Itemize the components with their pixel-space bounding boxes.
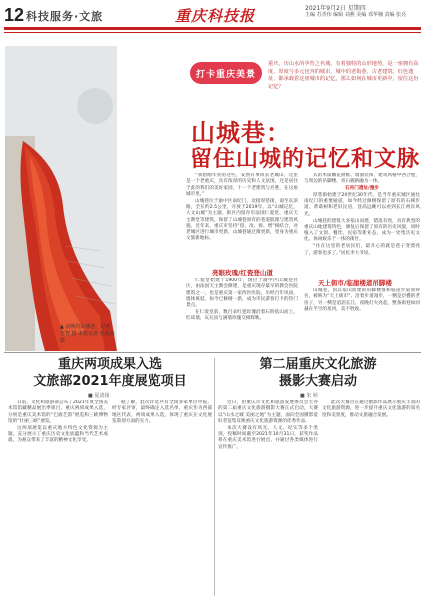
photo-caption: ▲ 夜晚的山城巷。记者 王智 摄 本报记者 张亮亮 摄: [60, 324, 115, 344]
paragraph: 这两项展览以重庆地方特色文化资源为主题，充分展示了重庆历史文化底蕴和当代艺术成就，为观众带来了丰富的精神文化享受。: [8, 425, 108, 444]
paragraph: 据了解，此次评选共有全国多家单位申报，经专家评审，最终确定入选名单，重庆作为西部地区代表，两项成果入选，体现了重庆在文化展览策划方面的实力。: [112, 400, 212, 424]
headline-line2: 留住山城的记忆和文脉: [190, 147, 421, 172]
header-rule: [4, 27, 421, 30]
paragraph: 本次大赛设有风光、人文、纪实等多个类别，投稿时间截至2021年10月31日，获奖作品将在重庆美术馆进行展出，并通过各类媒体进行宣传推广。: [218, 425, 318, 450]
header-rule-thin: [4, 32, 421, 33]
feature-photo: [5, 46, 117, 351]
bottom-left-column-2: [112, 400, 212, 596]
rose-stairway-illustration: [5, 46, 117, 351]
article-intro: 重庆，历山水所孕育之名城，有着独特的山形地势，是一座拥有高度、厚度与多元包容的城市，城中的老街巷、古老建筑、红色遗址，都承载着这座城市的记忆，那么如何在城市更新中，留住这份记忆？: [268, 61, 419, 90]
paragraph: 山城巷的建筑大多依山而建，错落有致，具有典型的重庆山地建筑特色，修复后保留了原有的历史风貌，同时植入了文创、餐饮、民宿等新业态，成为一处集历史文化、休闲娱乐于一体的街区。: [304, 218, 420, 243]
paragraph: 厚慈街始建于20世纪30年代，是当年重庆城区通往南纪门的重要通道，如今经过修缮保留了原有的石梯步道、黄葛树和老旧民居，登高远眺可以看到长江两岸风光。: [304, 192, 420, 217]
article-column-1: [186, 173, 298, 265]
column-tag: [190, 62, 262, 86]
subhead-1: 亮眼玫瑰/红瓷登山道: [212, 269, 273, 277]
issue-date: 2021年9月2日 星期四: [305, 5, 366, 12]
section-divider: [4, 352, 421, 353]
paragraph: 此次大赛旨在通过摄影作品展示重庆丰富的文化旅游资源，进一步提升重庆文化旅游的知名度和美誉度，推动文旅融合发展。: [322, 400, 420, 418]
bottom-right-column-1: [218, 400, 318, 596]
paragraph: “我想刚毕业的这些，安然有事回去老城山，这里是一个老重庆，具有浓厚的历史和人文氛围，还是居住于此的我们的美好家园，十一个老建筑与名胜，在这座城市里。”: [186, 173, 298, 197]
paragraph: 石肖门遗址/漫步: [345, 186, 379, 192]
bottom-right-column-2: [322, 400, 420, 596]
bottom-right-title-line1: 第二届重庆文化旅游: [259, 357, 377, 372]
bottom-left-author: ■ 夏清扬: [88, 393, 110, 399]
editor-credits: 主编 苏青伟 编辑 刘燕 美编 邓华楠 责编 张亮: [305, 12, 407, 18]
bottom-left-title-line2: 文旅部2021年度展览项目: [33, 374, 187, 389]
bottom-left-title-line1: 重庆两项成果入选: [57, 357, 162, 372]
column-tag-label: 打卡重庆美景: [196, 70, 257, 80]
article-column-2: [304, 173, 420, 275]
page-number: 12: [4, 5, 25, 25]
paragraph: 式的木质雕花窗框、墙面装饰，建筑风格中西合璧，与周边的吊脚楼、青石板路融为一体。: [304, 173, 420, 185]
paragraph: 日前，文化和旅游部公布了2021年度全国美术馆馆藏精品展出季项目，重庆两项成果入选，分别是重庆美术馆的“巴渝艺韵”展览和三峡博物馆的“壮丽三峡”展览。: [8, 400, 108, 424]
paragraph: 在仁爱堂前，数百朵红瓷玫瑰沿着石阶依山而上，红砖墙、灰瓦顶与满墙玫瑰交相辉映。: [186, 309, 298, 322]
paragraph: “住在这里的老居民们，最开心的就是巷子变漂亮了，游客也多了。”居民李大爷说。: [304, 244, 420, 256]
bottom-column-divider: [214, 358, 215, 596]
article-column-1b: [186, 278, 298, 346]
newspaper-name: 重庆科技报: [175, 7, 256, 25]
section-title: 科技服务·文旅: [26, 10, 104, 23]
paragraph: 山城巷，因其依山而建的吊脚楼群和临崖步道而得名，被称为“天上街市”。沿着步道漫步，一侧是层叠的老房子，另一侧是滔滔长江，夜晚灯火亮起，整条街巷如同悬在半空的星河，美不胜收。: [304, 288, 420, 312]
paragraph: 近日，由重庆市文化和旅游发展委员会主办的第二届重庆文化旅游摄影大赛正式启动，大赛以“山水之城 美丽之地”为主题，面向全国摄影爱好者征集反映重庆文化旅游资源的优秀作品。: [218, 400, 318, 424]
subhead-2: 天上街市/临崖楼道吊脚楼: [318, 279, 392, 287]
paragraph: 仁爱堂始建于1900年，现位于渝中区山城巷社区，由法国天主教会修建，是重庆现存最早的教会医院建筑之一，也是重庆第一家西医医院，历经百年风雨，墙体斑驳，如今已修缮一新，成为市民游客打卡的热门景点。: [186, 278, 298, 309]
paragraph: 山城巷位于渝中区南纪门，北接厚慈街，南至长滨路，全长约2.5公里，开放于2019年，以“山城记忆，人文山城”为主题，街区内留存有法国仁爱堂、重庆天主教堂等建筑，保留了山城巷原有的巷道肌理与建筑风貌。近年来，重庆市坚持“留、改、拆、增”相结合，对老城区进行城市更新，山城巷通过微更新，变身为重庆文旅新地标。: [186, 198, 298, 242]
bottom-left-column-1: [8, 400, 108, 596]
page-header: [0, 0, 425, 46]
headline-line1: 山城巷：: [191, 119, 291, 147]
bottom-right-title-line2: 摄影大赛启动: [278, 374, 357, 389]
bottom-right-author: ■ 朱 婷: [300, 393, 318, 399]
article-column-2b: [304, 288, 420, 346]
